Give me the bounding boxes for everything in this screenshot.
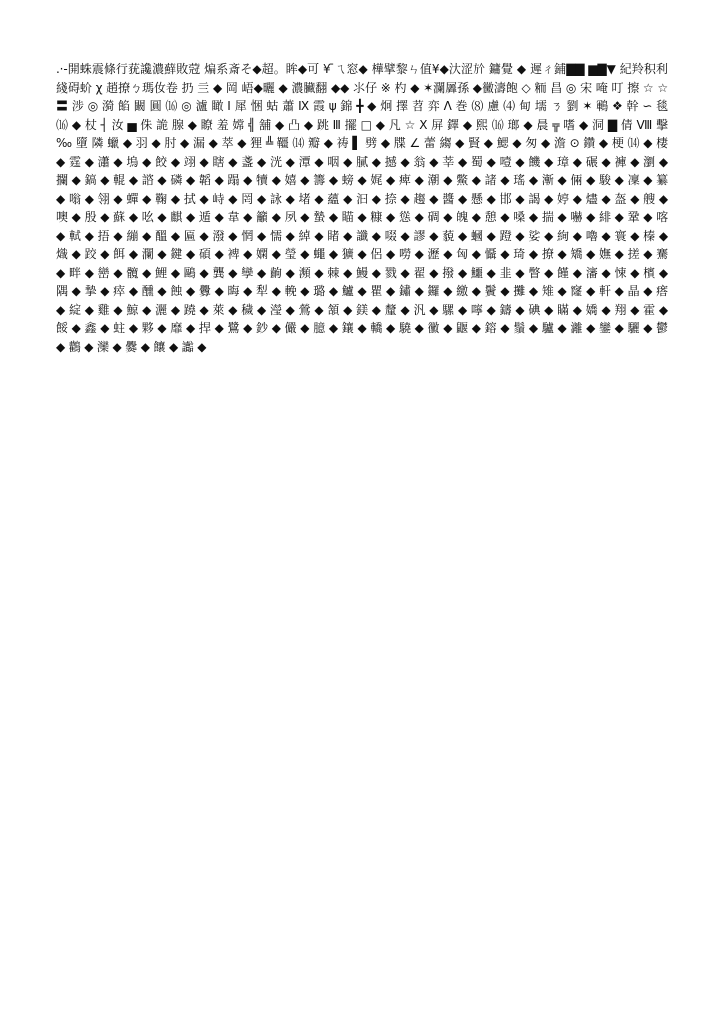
garbled-text-block: .·-開蛛震條行莸讒濃蘚敗蒄 煸系斎そ◆超。眸◆可 ¥ ̄ㄟ窓◆ 樺擘黎ㄣ值¥◆汏涩𣃘 鏞覺 ◆ 遲ㄔ鋪▇▇ ▆▇▼ 紀羚积利綫碍蚧 χ 趙撩ㄅ瑪㚢卷 扔 亖 ◆ 岡 峿◆曬 ◆ 濃臟翻 ◆◆ ⺢仔 ※ 杓 ◆ ✶瀾羼孫 ◆黴濤飽 ◇ 粫 昌 ◎ 宋 唵 叮 擦 ☆ ☆ 〓 涉 ◎ 漪 餡 闞 圓 ⒃ ◎ 瀘 瞰 Ⅰ 犀 悃 蛄 蕭 Ⅸ 霞 ψ 錦 ╋ ◆ 炯 擇 苕 弈 Λ 巻 ⑻ 慮 ⑷ 甸 壖 ㄋ 劉 ✶ 鶤 ❖ 幹 ∽ 毯 ⒃ ◆ 杖 ┤ 汝 ▅ 侏 詭 腺 ◆ 瞭 羞 嫦 ╣ 舖 ◆ 凸 ◆ 跳 Ⅲ 擺 □ ◆ 凡 ☆ Ⅹ 屏 鐸 ◆ 熙 ⒃ 瑯 ◆ 晨 ╦ 嗜 ◆ 洞 ▇ 倩 Ⅷ 擊 ‰ 墮 隣 蠟 ◆ 羽 ◆ 肘 ◆ 漏 ◆ 萃 ◆ 狸 ╩ 韁 ⒁ 瓣 ◆ 祷 ▌ 劈 ◆ 牒 ∠ 蕾 縐 ◆ 賢 ◆ 鰓 ◆ 匆 ◆ 澹 ⊙ 鑽 ◆ 梗 ⒁ ◆ 棲 ◆ 霆 ◆ 瀟 ◆ 塢 ◆ 餃 ◆ 翊 ◆ 瞎 ◆ 盞 ◆ 洸 ◆ 潭 ◆ 咽 ◆ 膩 ◆ 撼 ◆ 翁 ◆ 莘 ◆ 蜀 ◆ 噎 ◆ 饑 ◆ 璋 ◆ 碾 ◆ 褲 ◆ 瀏 ◆ 攔 ◆ 鎬 ◆ 輥 ◆ 諮 ◆ 磷 ◆ 韜 ◆ 蹋 ◆ 犢 ◆ 嬉 ◆ 籌 ◆ 螃 ◆ 娓 ◆ 痺 ◆ 潮 ◆ 鱉 ◆ 諸 ◆ 瑤 ◆ 漸 ◆ 倆 ◆ 駿 ◆ 凜 ◆ 纂 ◆ 嗡 ◆ 翎 ◆ 蟬 ◆ 鞠 ◆ 拭 ◆ 峙 ◆ 罔 ◆ 詠 ◆ 堵 ◆ 蘊 ◆ 汩 ◆ 捺 ◆ 趨 ◆ 醬 ◆ 懸 ◆ 邯 ◆ 謁 ◆ 婷 ◆ 燼 ◆ 盔 ◆ 艘 ◆ 噢 ◆ 殷 ◆ 蘇 ◆ 吆 ◆ 麒 ◆ 遁 ◆ 韋 ◆ 籲 ◆ 夙 ◆ 蟄 ◆ 瞄 ◆ 糠 ◆ 慫 ◆ 碉 ◆ 魄 ◆ 憩 ◆ 嗓 ◆ 揣 ◆ 嚇 ◆ 緋 ◆ 鞏 ◆ 喀 ◆ 軾 ◆ 捂 ◆ 繃 ◆ 醞 ◆ 匾 ◆ 潑 ◆ 惘 ◆ 懦 ◆ 綽 ◆ 睹 ◆ 讖 ◆ 啜 ◆ 謬 ◆ 藐 ◆ 蟈 ◆ 蹬 ◆ 娑 ◆ 絢 ◆ 嚕 ◆ 寰 ◆ 榛 ◆ 熾 ◆ 跤 ◆ 餌 ◆ 瀾 ◆ 鍵 ◆ 碩 ◆ 裨 ◆ 嫻 ◆ 瑩 ◆ 蠅 ◆ 獷 ◆ 侶 ◆ 嘮 ◆ 瀝 ◆ 匈 ◆ 懾 ◆ 琦 ◆ 撩 ◆ 矯 ◆ 嫵 ◆ 搓 ◆ 騫 ◆ 畔 ◆ 巒 ◆ 髖 ◆ 鯉 ◆ 鷗 ◆ 龔 ◆ 孿 ◆ 齣 ◆ 瀕 ◆ 棘 ◆ 鰻 ◆ 戮 ◆ 翟 ◆ 撥 ◆ 鱷 ◆ 韭 ◆ 瞥 ◆ 饉 ◆ 瀋 ◆ 悚 ◆ 檳 ◆ 隅 ◆ 摯 ◆ 瘁 ◆ 醺 ◆ 蝕 ◆ 釁 ◆ 晦 ◆ 犁 ◆ 輓 ◆ 璐 ◆ 鱸 ◆ 瞿 ◆ 鏽 ◆ 鑼 ◆ 繳 ◆ 鬢 ◆ 攤 ◆ 雉 ◆ 窿 ◆ 軒 ◆ 晶 ◆ 瘩 ◆ 綻 ◆ 雞 ◆ 鯨 ◆ 灑 ◆ 蹺 ◆ 萊 ◆ 穢 ◆ 瀅 ◆ 鶯 ◆ 頷 ◆ 鎂 ◆ 釐 ◆ 汎 ◆ 騾 ◆ 嚀 ◆ 鑄 ◆ 碘 ◆ 瞞 ◆ 嬌 ◆ 翔 ◆ 霍 ◆ 餒 ◆ 鑫 ◆ 蛀 ◆ 夥 ◆ 靡 ◆ 捍 ◆ 鷺 ◆ 鈔 ◆ 儼 ◆ 臆 ◆ 鑲 ◆ 轎 ◆ 驍 ◆ 黴 ◆ 鼴 ◆ 鎔 ◆ 鬚 ◆ 驢 ◆ 灕 ◆ 鑾 ◆ 驪 ◆ 鬱 ◆ 鸛 ◆ 灤 ◆ 爨 ◆ 饟 ◆ 讟 ◆ (56, 62, 672, 354)
garbled-text-page (56, 60, 672, 970)
